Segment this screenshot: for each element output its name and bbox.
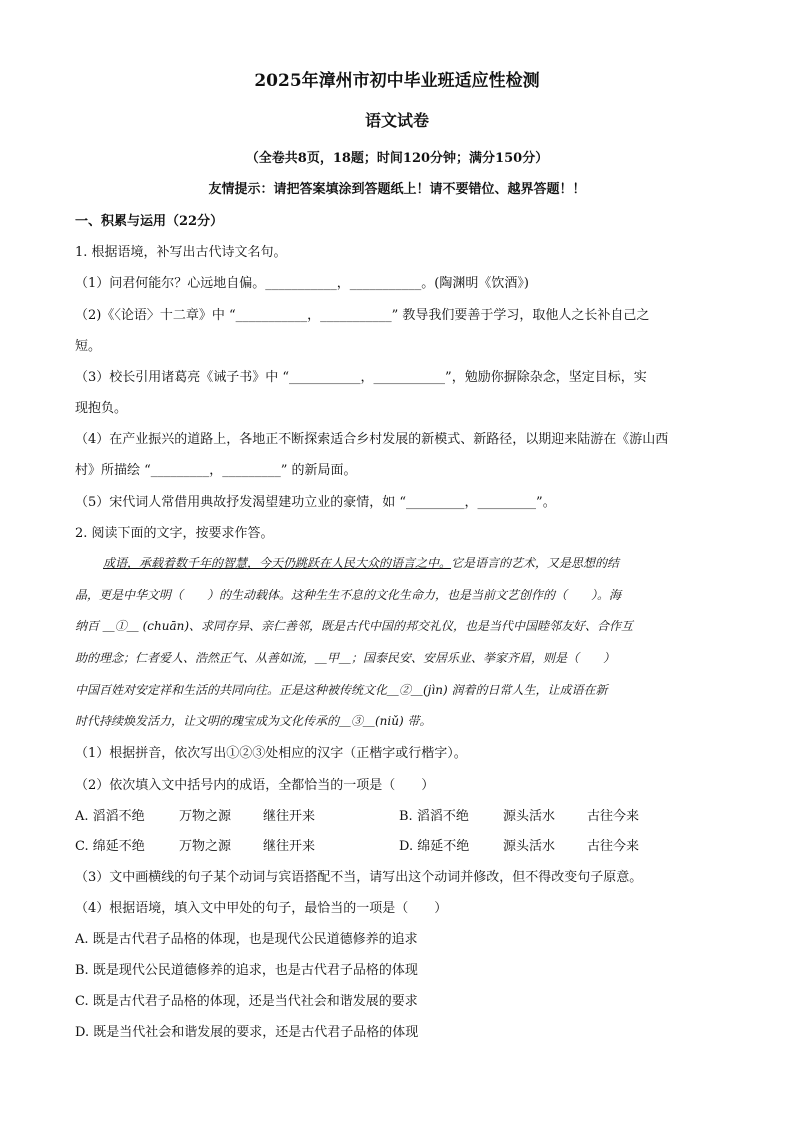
option-a-col1: A. 滔滔不绝 bbox=[75, 809, 145, 824]
sub4-option-c: C. 既是古代君子品格的体现，还是当代社会和谐发展的要求 bbox=[75, 994, 418, 1009]
option-b-col3: 古往今来 bbox=[587, 809, 640, 824]
exam-info: （全卷共8页，18题；时间120分钟；满分150分） bbox=[245, 151, 549, 166]
exam-subtitle: 语文试卷 bbox=[364, 111, 429, 130]
option-c-col1: C. 绵延不绝 bbox=[75, 839, 145, 854]
q1-item-5: （5）宋代词人常借用典故抒发渴望建功立业的豪情，如 “_________，_________”。 bbox=[75, 495, 556, 510]
sub4-option-d: D. 既是当代社会和谐发展的要求，还是古代君子品格的体现 bbox=[75, 1025, 419, 1040]
passage-line-1-rest: 它是语言的艺术，又是思想的结 bbox=[451, 556, 620, 570]
q2-sub-3: （3）文中画横线的句子某个动词与宾语搭配不当，请写出这个动词并修改，但不得改变句子原意。 bbox=[75, 870, 643, 885]
section-heading: 一、积累与运用（22分） bbox=[75, 214, 224, 229]
passage-line-1 bbox=[103, 554, 715, 571]
q1-item-2-line1: （2)《〈论语〉十二章》中 “___________，___________” 教导我们要善于学习，取他人之长补自己之 bbox=[75, 308, 650, 323]
option-a-col2: 万物之源 bbox=[179, 809, 232, 824]
sub4-option-b: B. 既是现代公民道德修养的追求，也是古代君子品格的体现 bbox=[75, 963, 418, 978]
option-a-col3: 继往开来 bbox=[263, 809, 316, 824]
q1-item-1: （1）问君何能尔？心远地自偏。___________，___________。(陶渊明《饮酒》) bbox=[75, 276, 529, 291]
sub2-option-row-1 bbox=[75, 805, 639, 824]
q1-item-4-line2: 村》所描绘 “_________，_________” 的新局面。 bbox=[75, 463, 357, 478]
passage-line-2: 晶，更是中华文明（ ）的生动载体。这种生生不息的文化生命力，也是当前文艺创作的（ ）。海 bbox=[75, 588, 622, 602]
sub2-option-row-2 bbox=[75, 835, 639, 854]
option-d-col1: D. 绵延不绝 bbox=[399, 839, 470, 854]
exam-title: 2025年漳州市初中毕业班适应性检测 bbox=[254, 71, 540, 91]
q1-item-3-line1: （3）校长引用诸葛亮《诫子书》中 “___________，___________”，勉励你摒除杂念，坚定目标，实 bbox=[75, 370, 647, 385]
q1-stem: 1. 根据语境，补写出古代诗文名句。 bbox=[75, 245, 287, 260]
underlined-sentence: 成语，承载着数千年的智慧，今天仍跳跃在人民大众的语言之中。 bbox=[103, 556, 452, 570]
option-c-col3: 继往开来 bbox=[263, 839, 316, 854]
sub4-option-a: A. 既是古代君子品格的体现，也是现代公民道德修养的追求 bbox=[75, 932, 418, 947]
q2-sub-4: （4）根据语境，填入文中甲处的句子，最恰当的一项是（ ） bbox=[75, 901, 448, 916]
exam-tip: 友情提示：请把答案填涂到答题纸上！请不要错位、越界答题！！ bbox=[208, 182, 586, 197]
q1-item-2-line2: 短。 bbox=[75, 339, 102, 354]
q1-item-4-line1: （4）在产业振兴的道路上，各地正不断探索适合乡村发展的新模式、新路径，以期迎来陆游在《游山西 bbox=[75, 432, 669, 447]
option-b-col2: 源头活水 bbox=[503, 809, 556, 824]
option-b-col1: B. 滔滔不绝 bbox=[399, 809, 469, 824]
option-d-col3: 古往今来 bbox=[587, 839, 640, 854]
q1-item-3-line2: 现抱负。 bbox=[75, 401, 128, 416]
passage-line-4: 助的理念；仁者爱人、浩然正气、从善如流，＿甲＿；国泰民安、安居乐业、挙家齐眉，则是（ ） bbox=[75, 651, 616, 665]
passage-line-6: 时代持续焕发活力，让文明的瑰宝成为文化传承的＿③＿(niǔ) 带。 bbox=[75, 714, 432, 728]
q2-sub-2: （2）依次填入文中括号内的成语，全都恰当的一项是（ ） bbox=[75, 778, 435, 793]
passage-line-3: 纳百 ＿①＿ (chuān)、求同存异、亲仁善邻，既是古代中国的邦交礼仪，也是当代中国睦邻友好、合作互 bbox=[75, 619, 634, 633]
option-c-col2: 万物之源 bbox=[179, 839, 232, 854]
option-d-col2: 源头活水 bbox=[503, 839, 556, 854]
q2-stem: 2. 阅读下面的文字，按要求作答。 bbox=[75, 526, 274, 541]
q2-sub-1: （1）根据拼音，依次写出①②③处相应的汉字（正楷字或行楷字）。 bbox=[75, 746, 467, 761]
passage-line-5: 中国百姓对安定祥和生活的共同向往。正是这种被传统文化＿②＿(jìn) 润着的日常人生，让成语在新 bbox=[75, 683, 608, 697]
